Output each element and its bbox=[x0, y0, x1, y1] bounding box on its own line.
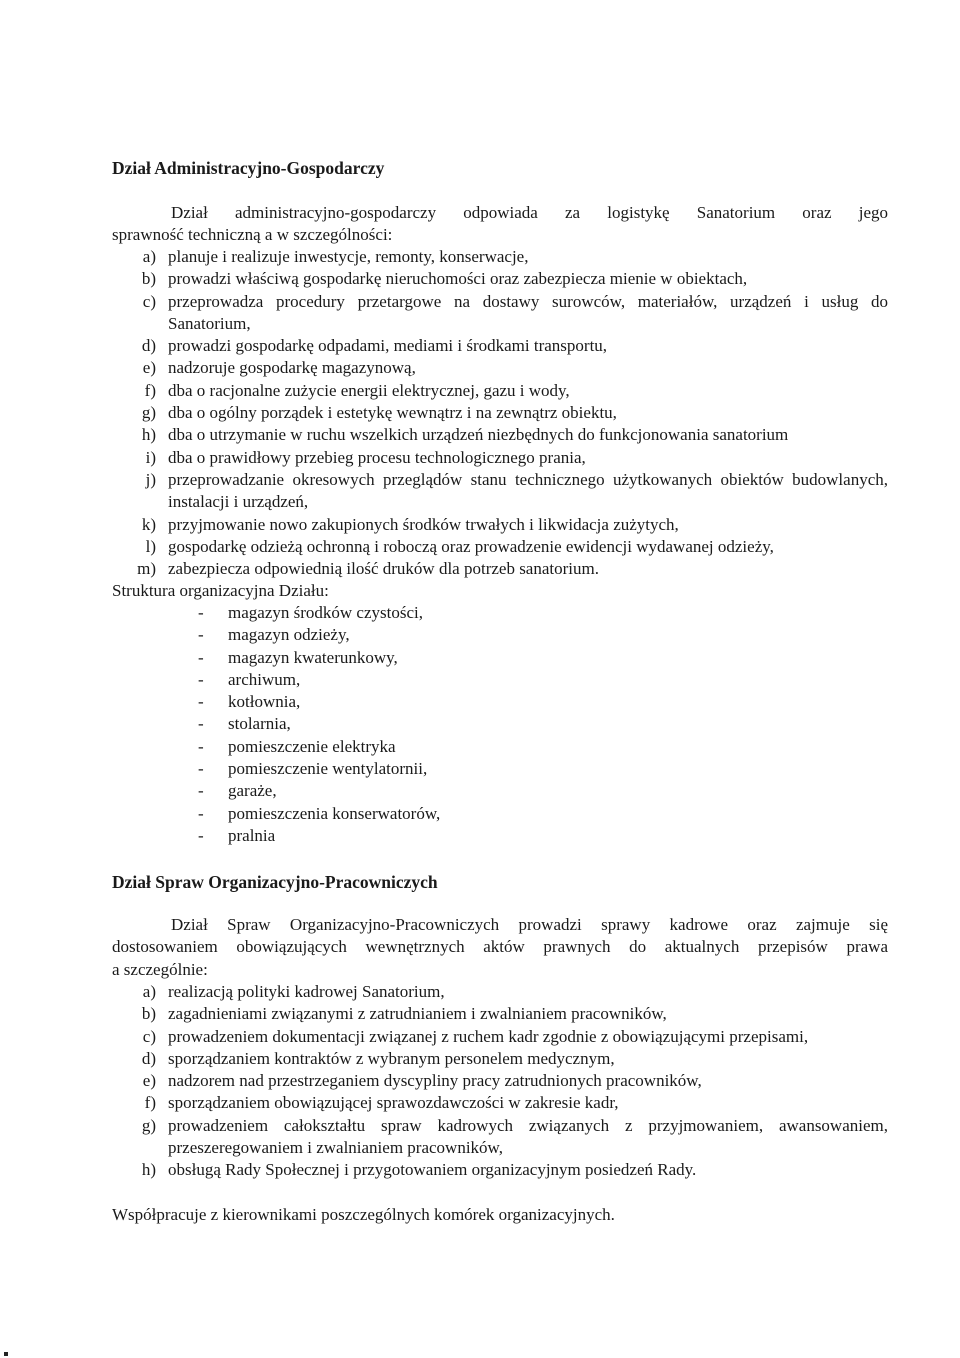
list-item bbox=[112, 1026, 888, 1048]
list-dash: - bbox=[198, 803, 204, 823]
structure-label: Struktura organizacyjna Działu: bbox=[112, 581, 329, 600]
list-item bbox=[112, 424, 888, 446]
list-item-label: c) bbox=[142, 1026, 156, 1046]
list-item bbox=[198, 647, 440, 669]
list-item bbox=[198, 602, 440, 624]
list-item-text: pomieszczenie elektryka bbox=[228, 736, 396, 756]
list-item-text: dba o utrzymanie w ruchu wszelkich urządzeń niezbędnych do funkcjonowania sanatorium bbox=[168, 425, 789, 445]
list-item-label: g) bbox=[141, 1115, 156, 1135]
list-item bbox=[198, 758, 440, 780]
section2-duties-list bbox=[112, 981, 888, 1182]
list-item-label: j) bbox=[145, 469, 156, 489]
list-item-text: sporządzaniem obowiązującej sprawozdawczości w zakresie kadr, bbox=[168, 1093, 619, 1113]
list-item-text: gospodarkę odzieżą ochronną i roboczą oraz prowadzenie ewidencji wydawanej odzieży, bbox=[168, 536, 774, 556]
list-item-text: nadzorem nad przestrzeganiem dyscypliny pracy zatrudnionych pracowników, bbox=[168, 1071, 702, 1091]
list-item-label: d) bbox=[141, 336, 156, 356]
list-item-text: pralnia bbox=[228, 825, 276, 845]
list-dash: - bbox=[198, 669, 204, 689]
list-item bbox=[112, 1115, 888, 1160]
list-item-text: prowadzi właściwą gospodarkę nieruchomości oraz zabezpiecza mienie w obiektach, bbox=[168, 269, 748, 289]
list-item bbox=[198, 713, 440, 735]
list-item-label: m) bbox=[137, 559, 156, 579]
list-item-label: k) bbox=[141, 514, 156, 534]
list-item bbox=[112, 514, 888, 536]
list-item-text: zabezpiecza odpowiednią ilość druków dla potrzeb sanatorium. bbox=[168, 559, 599, 579]
list-item-label: i) bbox=[145, 447, 156, 467]
list-item-label: f) bbox=[144, 380, 156, 400]
list-item bbox=[112, 536, 888, 558]
list-item bbox=[112, 447, 888, 469]
list-dash: - bbox=[198, 625, 204, 645]
list-dash: - bbox=[198, 825, 204, 845]
list-item bbox=[198, 624, 440, 646]
list-item-text: realizacją polityki kadrowej Sanatorium, bbox=[168, 982, 445, 1001]
list-item-text: magazyn kwaterunkowy, bbox=[228, 647, 398, 667]
list-item bbox=[198, 736, 440, 758]
section1-intro-line2: sprawność techniczną a w szczególności: bbox=[112, 225, 393, 245]
list-item-label: h) bbox=[141, 1160, 156, 1180]
scan-speck bbox=[4, 1352, 8, 1356]
list-item bbox=[112, 357, 888, 379]
list-item-text: sporządzaniem kontraktów z wybranym personelem medycznym, bbox=[168, 1048, 615, 1068]
list-item-label: c) bbox=[142, 291, 156, 311]
list-item bbox=[198, 691, 440, 713]
list-item bbox=[112, 335, 888, 357]
section1-duties-list bbox=[112, 246, 888, 580]
list-item-label: a) bbox=[142, 982, 156, 1001]
list-item bbox=[198, 669, 440, 691]
list-item-text: prowadzeniem całokształtu spraw kadrowych związanych z przyjmowaniem, awansowaniem, przeszeregowaniem i zwalnianiem pracowników, bbox=[168, 1115, 888, 1158]
list-item-label: g) bbox=[141, 403, 156, 423]
list-dash: - bbox=[198, 647, 204, 667]
section2-intro bbox=[112, 914, 888, 981]
list-item bbox=[112, 380, 888, 402]
list-item bbox=[112, 1070, 888, 1092]
list-item-label: a) bbox=[142, 247, 156, 266]
list-item-text: magazyn odzieży, bbox=[228, 625, 350, 645]
list-item bbox=[112, 268, 888, 290]
section2-intro-line1: Dział Spraw Organizacyjno-Pracowniczych prowadzi sprawy kadrowe oraz zajmuje się bbox=[171, 915, 888, 934]
list-item bbox=[112, 1048, 888, 1070]
section1-intro-line1: Dział administracyjno-gospodarczy odpowiada za logistykę Sanatorium oraz jego bbox=[171, 203, 888, 222]
list-item-label: d) bbox=[141, 1048, 156, 1068]
section-heading-spraw-organizacyjno-pracowniczych: Dział Spraw Organizacyjno-Pracowniczych bbox=[112, 872, 438, 892]
list-item-text: pomieszczenie wentylatornii, bbox=[228, 759, 428, 779]
list-item bbox=[112, 981, 888, 1003]
list-item-text: pomieszczenia konserwatorów, bbox=[228, 803, 441, 823]
list-dash: - bbox=[198, 692, 204, 712]
list-item-text: stolarnia, bbox=[228, 714, 291, 734]
list-item-text: garaże, bbox=[228, 781, 277, 801]
section2-intro-line2: dostosowaniem obowiązujących wewnętrznych aktów prawnych do aktualnych przepisów prawa bbox=[112, 937, 888, 957]
list-dash: - bbox=[198, 759, 204, 779]
list-item-label: e) bbox=[142, 1071, 156, 1091]
list-item-text: planuje i realizuje inwestycje, remonty, konserwacje, bbox=[168, 247, 529, 266]
list-item-text: nadzoruje gospodarkę magazynową, bbox=[168, 358, 416, 378]
section1-intro bbox=[112, 202, 888, 247]
list-item bbox=[112, 1159, 888, 1181]
list-item bbox=[112, 246, 888, 268]
list-item bbox=[112, 291, 888, 336]
list-item-text: archiwum, bbox=[228, 669, 301, 689]
list-item bbox=[112, 1092, 888, 1114]
list-item-text: prowadzi gospodarkę odpadami, mediami i środkami transportu, bbox=[168, 336, 608, 356]
section-heading-administracyjno-gospodarczy: Dział Administracyjno-Gospodarczy bbox=[112, 158, 385, 178]
list-dash: - bbox=[198, 736, 204, 756]
list-item-text: przyjmowanie nowo zakupionych środków trwałych i likwidacja zużytych, bbox=[168, 514, 679, 534]
list-item bbox=[198, 825, 440, 847]
list-item-label: f) bbox=[144, 1093, 156, 1113]
list-item-label: b) bbox=[141, 1004, 156, 1024]
list-item-label: h) bbox=[141, 425, 156, 445]
list-item bbox=[112, 469, 888, 514]
list-item-text: magazyn środków czystości, bbox=[228, 603, 423, 622]
list-dash: - bbox=[198, 714, 204, 734]
section2-intro-line3: a szczególnie: bbox=[112, 959, 208, 979]
closing-sentence: Współpracuje z kierownikami poszczególnych komórek organizacyjnych. bbox=[112, 1205, 615, 1224]
list-item bbox=[112, 558, 888, 580]
list-item-text: przeprowadza procedury przetargowe na dostawy surowców, materiałów, urządzeń i usług do Sanatorium, bbox=[168, 291, 888, 333]
list-item-label: e) bbox=[142, 358, 156, 378]
list-item bbox=[198, 803, 440, 825]
list-item-text: prowadzeniem dokumentacji związanej z ruchem kadr zgodnie z obowiązującymi przepisami, bbox=[168, 1026, 809, 1046]
list-item-text: dba o ogólny porządek i estetykę wewnątrz i na zewnątrz obiektu, bbox=[168, 403, 617, 423]
list-item-text: kotłownia, bbox=[228, 692, 301, 712]
list-item-label: l) bbox=[145, 536, 156, 556]
structure-list bbox=[198, 602, 440, 847]
list-item bbox=[198, 780, 440, 802]
list-item bbox=[112, 402, 888, 424]
list-dash: - bbox=[198, 603, 204, 622]
list-item-label: b) bbox=[141, 269, 156, 289]
list-item-text: zagadnieniami związanymi z zatrudnianiem i zwalnianiem pracowników, bbox=[168, 1004, 667, 1024]
list-item-text: przeprowadzanie okresowych przeglądów stanu technicznego użytkowanych obiektów budowlanych, instalacji i urządzeń, bbox=[168, 469, 888, 512]
list-item-text: obsługą Rady Społecznej i przygotowaniem organizacyjnym posiedzeń Rady. bbox=[168, 1160, 697, 1180]
list-item-text: dba o racjonalne zużycie energii elektrycznej, gazu i wody, bbox=[168, 380, 570, 400]
list-item-text: dba o prawidłowy przebieg procesu technologicznego prania, bbox=[168, 447, 586, 467]
list-dash: - bbox=[198, 781, 204, 801]
list-item bbox=[112, 1003, 888, 1025]
